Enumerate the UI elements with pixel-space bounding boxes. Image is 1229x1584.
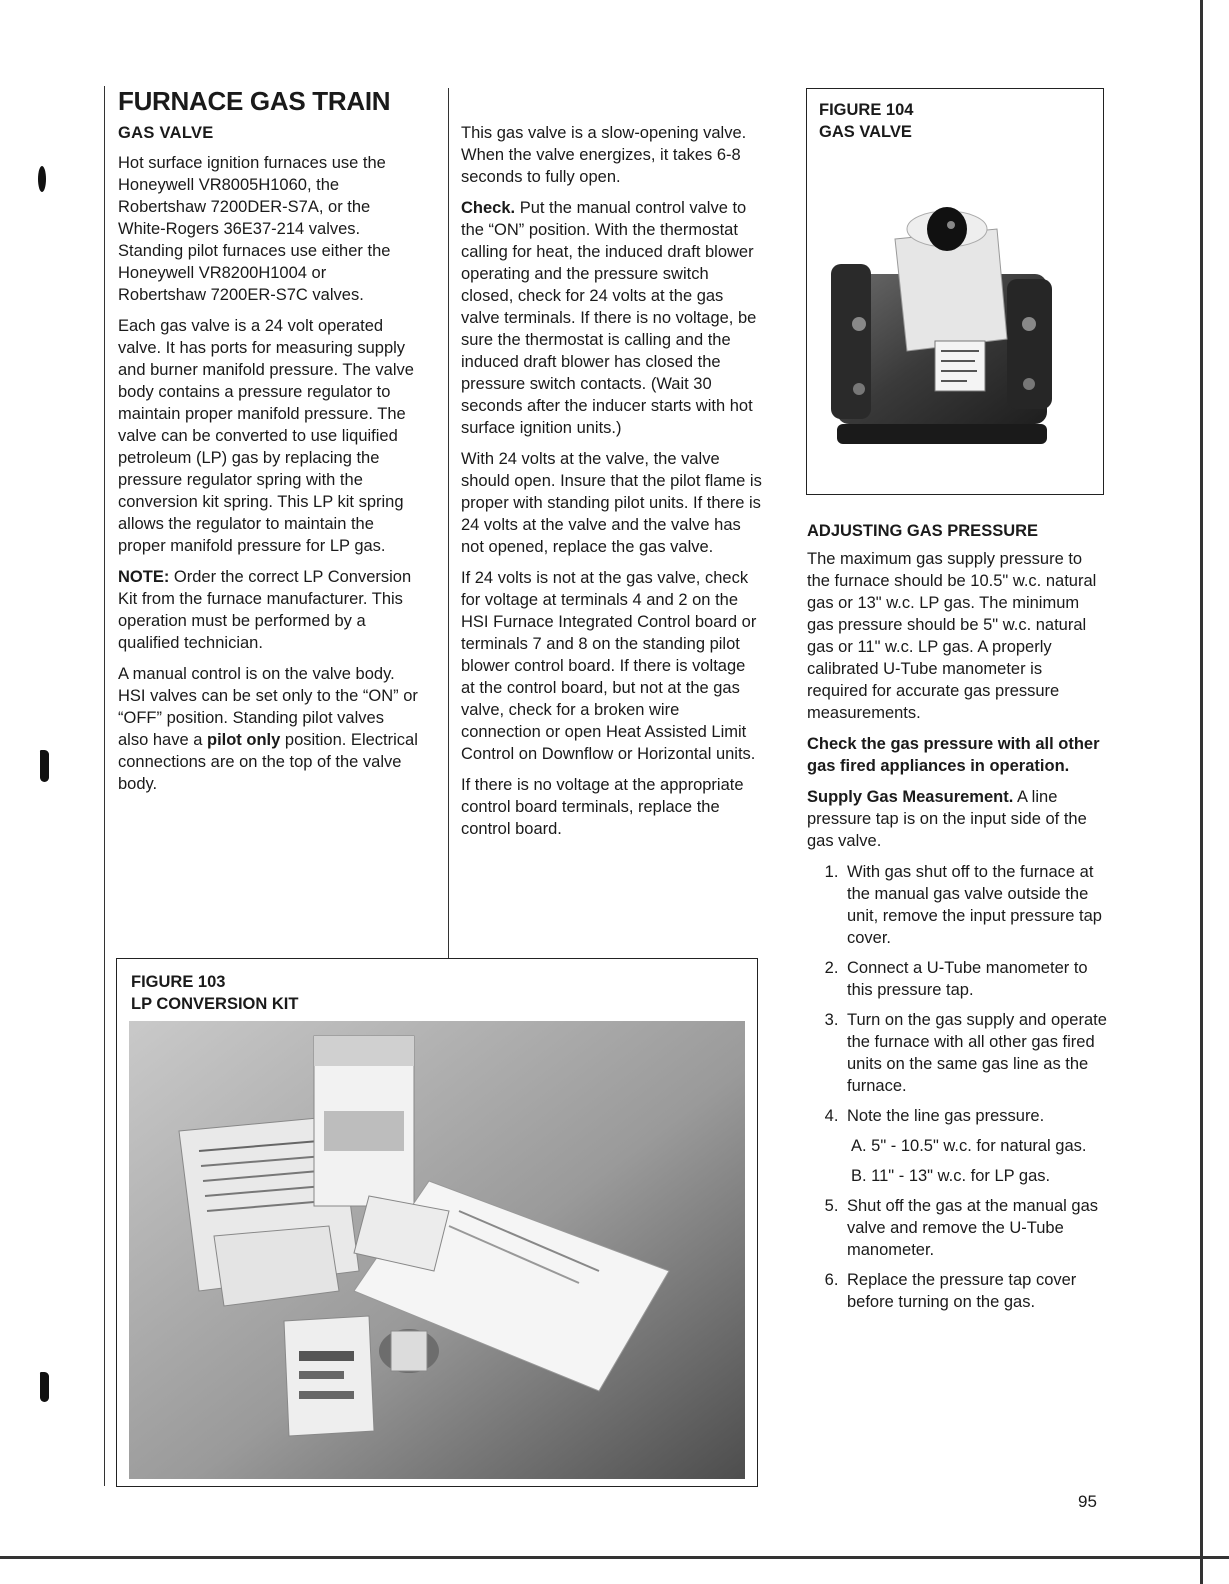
- check-text: Put the manual control valve to the “ON” position. With the thermostat calling for heat, the induced draft blower operating and the pressure switch closed, check for 24 volts at the gas valve terminals. If there is no voltage, be sure the thermostat is calling and the induced draft blower has closed the pressure switch contacts. (Wait 30 seconds after the inducer starts with hot surface ignition units.): [461, 199, 757, 437]
- paragraph-pressure-limits: The maximum gas supply pressure to the furnace should be 10.5" w.c. natural gas or 13" w.c. LP gas. The minimum gas pressure should be 5" w.c. natural gas or 11" w.c. LP gas. A properly calibrated U-Tube manometer is required for accurate gas pressure measurements.: [807, 550, 1097, 722]
- list-item: [843, 1105, 1107, 1187]
- paragraph-check: [461, 197, 763, 439]
- pilot-only-bold: pilot only: [206, 731, 281, 749]
- procedure-steps: [807, 861, 1107, 1313]
- list-item: 6. Replace the pressure tap cover before turning on the gas.: [843, 1269, 1107, 1313]
- paragraph-no-24-volts: If 24 volts is not at the gas valve, check for voltage at terminals 4 and 2 on the HSI Furnace Integrated Control board or terminals 7 and 8 on the standing pilot blower control board. If there is voltage at the control board, but not at the gas valve, check for a broken wire connection or open Heat Assisted Limit Control on Downflow or Horizontal units.: [461, 569, 757, 763]
- supply-gas-text: A line pressure tap is on the input side of the gas valve.: [807, 788, 1087, 850]
- paragraph-valve-open: With 24 volts at the valve, the valve should open. Insure that the pilot flame is proper with standing pilot units. If there is 24 volts at the valve and the valve has not opened, replace the gas valve.: [461, 450, 762, 556]
- right-page-edge: [1200, 0, 1203, 1584]
- check-label: Check.: [461, 199, 516, 217]
- substep-lp-gas: B. 11" - 13" w.c. for LP gas.: [851, 1167, 1051, 1185]
- lp-conversion-kit-photo: [129, 1021, 757, 1481]
- paragraph-replace-control-board: If there is no voltage at the appropriate control board terminals, replace the control board.: [461, 776, 744, 838]
- gas-valve-subheading: GAS VALVE: [118, 124, 214, 142]
- list-item: 5. Shut off the gas at the manual gas valve and remove the U-Tube manometer.: [843, 1195, 1107, 1261]
- step-4-text: 4. Note the line gas pressure.: [847, 1107, 1045, 1125]
- paragraph-manual-control: [118, 663, 418, 795]
- list-item: 2. Connect a U-Tube manometer to this pressure tap.: [843, 957, 1107, 1001]
- paragraph-slow-opening: This gas valve is a slow-opening valve. When the valve energizes, it takes 6-8 seconds to fully open.: [461, 124, 747, 186]
- figure-103-box: [116, 958, 758, 1487]
- paragraph-note: [118, 566, 418, 654]
- note-text: Order the correct LP Conversion Kit from the furnace manufacturer. This operation must be performed by a qualified technician.: [118, 568, 412, 652]
- note-label: NOTE:: [118, 568, 170, 586]
- paragraph-valve-models: Hot surface ignition furnaces use the Honeywell VR8005H1060, the Robertshaw 7200DER-S7A, or the White-Rogers 36E37-214 valves. Standing pilot furnaces use either the Honeywell VR8200H1004 or Robertshaw 7200ER-S7C valves.: [118, 154, 391, 304]
- manual-control-text-a: A manual control is on the valve body. HSI valves can be set only to the “ON” or “OFF” position. Standing pilot valves also have a: [118, 665, 418, 749]
- section-title: FURNACE GAS TRAIN: [118, 86, 391, 116]
- right-column: [807, 520, 1107, 1321]
- left-column: [118, 86, 418, 804]
- list-item: 1. With gas shut off to the furnace at the manual gas valve outside the unit, remove the input pressure tap cover.: [843, 861, 1107, 949]
- paragraph-supply-gas: [807, 786, 1107, 852]
- paragraph-check-appliances: [807, 733, 1107, 777]
- figure-103-number: FIGURE 103: [131, 973, 226, 991]
- left-column-rule: [104, 86, 105, 1486]
- gas-valve-photo: [807, 89, 1103, 494]
- pressure-substeps: [847, 1135, 1107, 1187]
- binder-mark-middle: [40, 750, 49, 782]
- binder-mark-top: [38, 166, 46, 192]
- list-item: 3. Turn on the gas supply and operate the furnace with all other gas fired units on the same gas line as the furnace.: [843, 1009, 1107, 1097]
- paragraph-valve-description: Each gas valve is a 24 volt operated valve. It has ports for measuring supply and burner manifold pressure. The valve body contains a pressure regulator to maintain proper manifold pressure. The valve can be converted to use liquified petroleum (LP) gas by replacing the pressure regulator spring with the conversion kit spring. This LP kit spring allows the regulator to maintain the proper manifold pressure for LP gas.: [118, 317, 414, 555]
- figure-103-caption: LP CONVERSION KIT: [131, 995, 299, 1013]
- substep-natural-gas: A. 5" - 10.5" w.c. for natural gas.: [851, 1137, 1087, 1155]
- bottom-page-edge: [0, 1556, 1229, 1559]
- middle-column-rule: [448, 88, 449, 958]
- check-appliances-bold: Check the gas pressure with all other gas fired appliances in operation.: [807, 735, 1100, 775]
- figure-104-box: [806, 88, 1104, 495]
- binder-mark-bottom: [40, 1372, 49, 1402]
- supply-gas-label: Supply Gas Measurement.: [807, 788, 1014, 806]
- manual-control-text-b: position. Electrical connections are on the top of the valve body.: [118, 731, 418, 793]
- middle-column: [461, 122, 763, 849]
- adjusting-gas-pressure-heading: ADJUSTING GAS PRESSURE: [807, 522, 1039, 540]
- page-number: 95: [1078, 1492, 1097, 1511]
- figure-104-number: FIGURE 104: [819, 101, 914, 119]
- figure-104-caption: GAS VALVE: [819, 123, 912, 141]
